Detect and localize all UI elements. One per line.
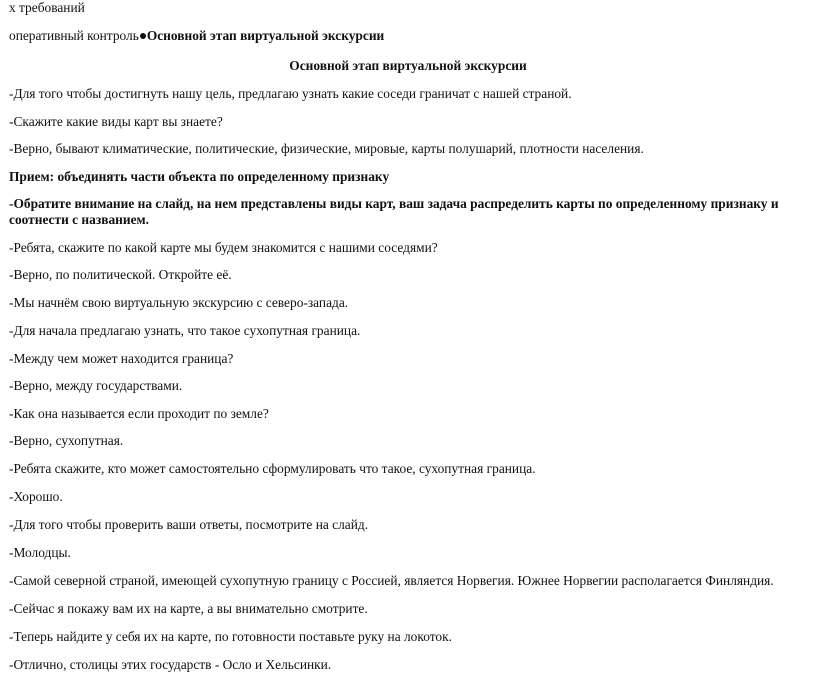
bullet-icon (140, 33, 146, 39)
paragraph: -Теперь найдите у себя их на карте, по готовности поставьте руку на локоток. (9, 629, 452, 644)
paragraph: -Мы начнём свою виртуальную экскурсию с северо-запада. (9, 295, 349, 310)
paragraph: -Хорошо. (9, 489, 63, 504)
paragraph: -Молодцы. (9, 545, 71, 560)
header-line-2 (9, 28, 808, 44)
paragraph: -Верно, между государствами. (9, 378, 183, 393)
paragraph: -Верно, сухопутная. (9, 433, 124, 448)
paragraph: -Ребята скажите, кто может самостоятельно сформулировать что такое, сухопутная граница. (9, 461, 536, 476)
paragraph: -Верно, по политической. Откройте её. (9, 267, 232, 282)
paragraph: -Для того чтобы проверить ваши ответы, посмотрите на слайд. (9, 517, 369, 532)
paragraph: -Сейчас я покажу вам их на карте, а вы внимательно смотрите. (9, 601, 368, 616)
header-line-2-text: оперативный контроль (9, 28, 139, 43)
paragraph: -Скажите какие виды карт вы знаете? (9, 114, 223, 129)
task-paragraph: -Обратите внимание на слайд, на нем представлены виды карт, ваш задача распределить карты по определенному признаку и соотнести с названием. (9, 196, 779, 227)
section-title: Основной этап виртуальной экскурсии (289, 58, 527, 73)
paragraph: -Для начала предлагаю узнать, что такое сухопутная граница. (9, 323, 361, 338)
paragraph: -Для того чтобы достигнуть нашу цель, предлагаю узнать какие соседи граничат с нашей страной. (9, 86, 572, 101)
paragraph: -Между чем может находится граница? (9, 351, 234, 366)
header-line-1: х требований (9, 0, 85, 15)
paragraph: -Ребята, скажите по какой карте мы будем знакомится с нашими соседями? (9, 240, 438, 255)
paragraph: -Самой северной страной, имеющей сухопутную границу с Россией, является Норвегия. Южнее Норвегии располагается Финляндия. (9, 573, 774, 588)
header-line-2-bold: Основной этап виртуальной экскурсии (146, 28, 385, 43)
paragraph: -Верно, бывают климатические, политические, физические, мировые, карты полушарий, плотности населения. (9, 141, 644, 156)
technique-heading: Прием: объединять части объекта по определенному признаку (9, 169, 390, 184)
paragraph: -Отлично, столицы этих государств - Осло и Хельсинки. (9, 657, 332, 672)
paragraph: -Как она называется если проходит по земле? (9, 406, 269, 421)
